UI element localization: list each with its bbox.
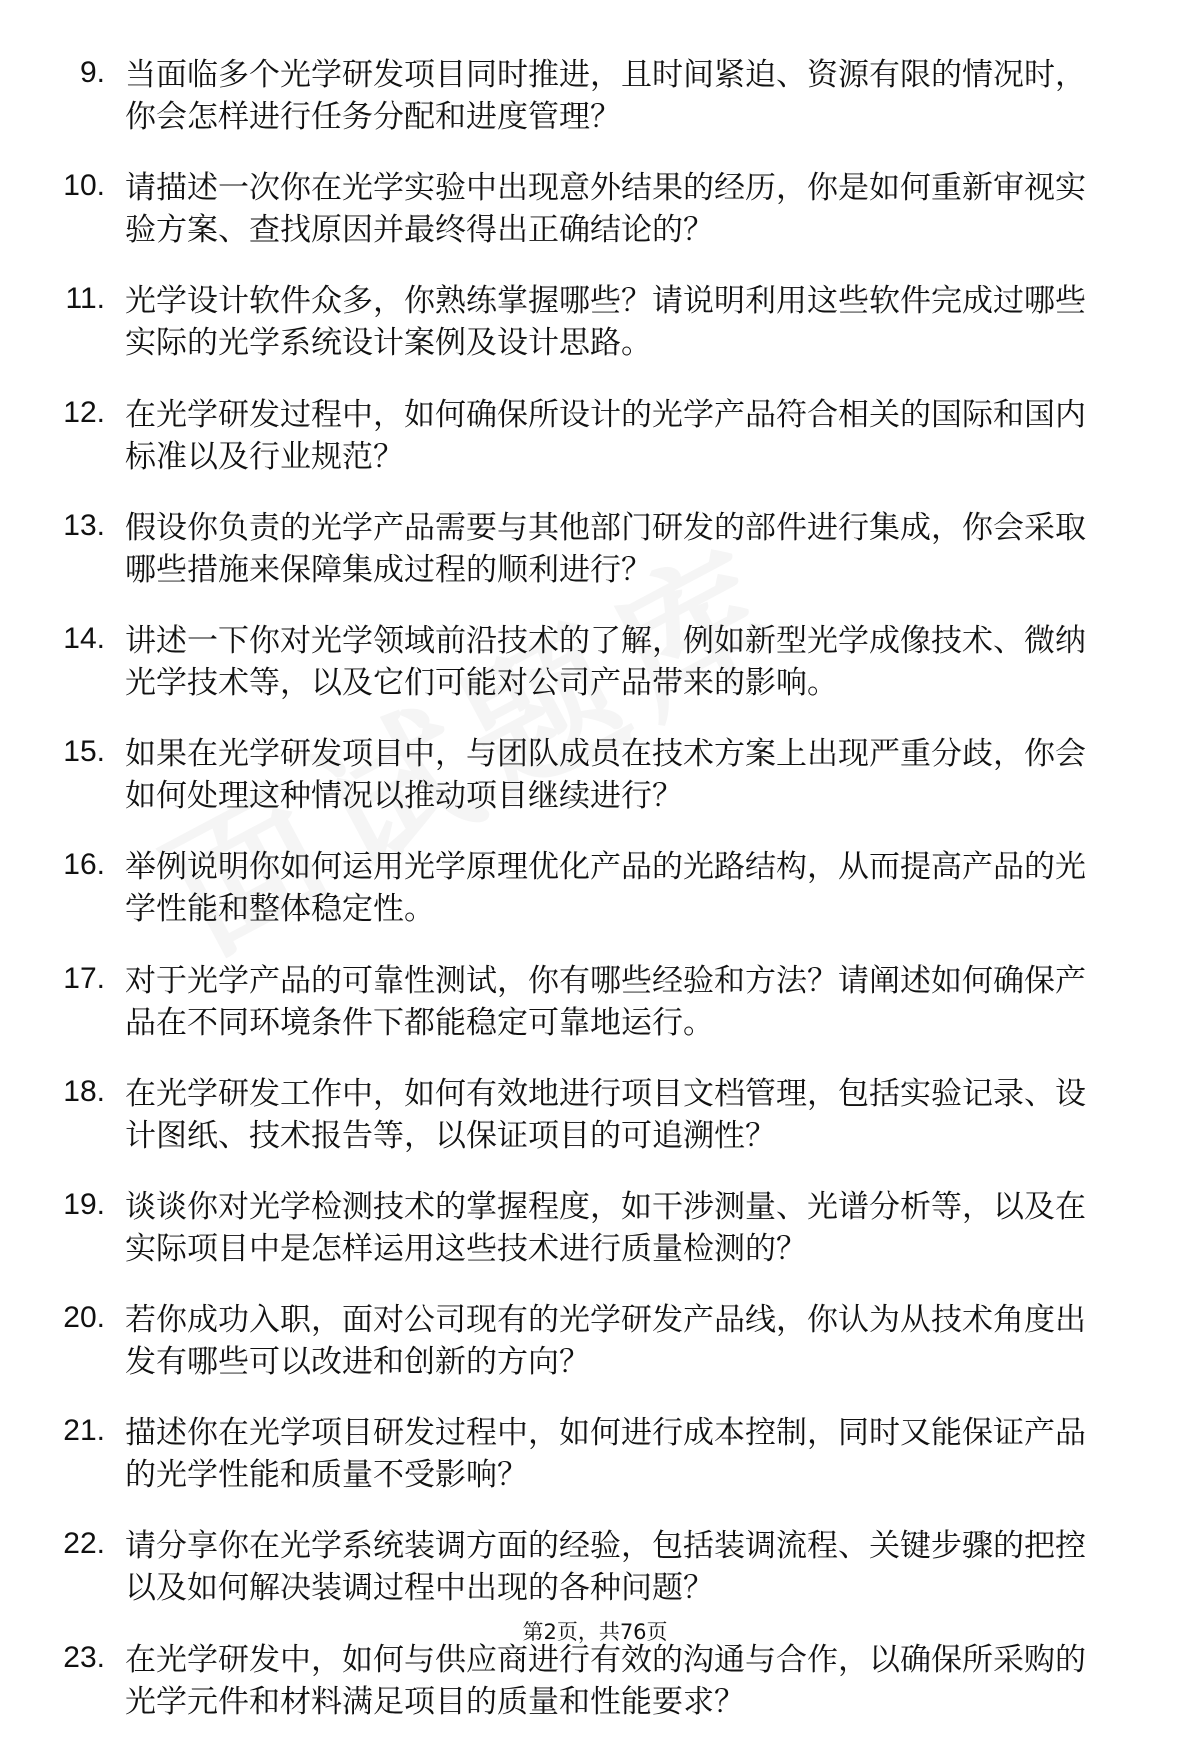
question-list <box>0 50 1190 1748</box>
question-item <box>0 616 1190 700</box>
question-number: 10. <box>63 169 105 203</box>
question-item <box>0 842 1190 926</box>
question-number: 19. <box>63 1187 105 1221</box>
question-number: 11. <box>65 282 105 316</box>
question-text: 光学设计软件众多，你熟练掌握哪些？请说明利用这些软件完成过哪些实际的光学系统设计案例及设计思路。 <box>125 283 1086 362</box>
question-number: 9. <box>79 56 105 89</box>
question-item <box>0 1635 1190 1719</box>
question-text: 请描述一次你在光学实验中出现意外结果的经历，你是如何重新审视实验方案、查找原因并最终得出正确结论的？ <box>125 170 1086 249</box>
question-number: 13. <box>63 508 105 542</box>
question-item <box>0 1182 1190 1266</box>
question-item <box>0 1521 1190 1605</box>
question-number: 12. <box>63 395 105 429</box>
question-item <box>0 956 1190 1040</box>
question-text: 在光学研发工作中，如何有效地进行项目文档管理，包括实验记录、设计图纸、技术报告等，以保证项目的可追溯性？ <box>125 1075 1086 1154</box>
question-item <box>0 503 1190 587</box>
question-item <box>0 276 1190 360</box>
question-text: 对于光学产品的可靠性测试，你有哪些经验和方法？请阐述如何确保产品在不同环境条件下都能稳定可靠地运行。 <box>125 962 1086 1041</box>
question-text: 假设你负责的光学产品需要与其他部门研发的部件进行集成，你会采取哪些措施来保障集成过程的顺利进行？ <box>125 509 1086 588</box>
question-text: 在光学研发中，如何与供应商进行有效的沟通与合作，以确保所采购的光学元件和材料满足项目的质量和性能要求？ <box>125 1641 1086 1720</box>
question-number: 18. <box>63 1074 105 1108</box>
question-number: 21. <box>63 1414 105 1448</box>
question-item <box>0 1069 1190 1153</box>
question-text: 谈谈你对光学检测技术的掌握程度，如干涉测量、光谱分析等，以及在实际项目中是怎样运用这些技术进行质量检测的？ <box>125 1188 1086 1267</box>
question-item <box>0 1295 1190 1379</box>
question-text: 若你成功入职，面对公司现有的光学研发产品线，你认为从技术角度出发有哪些可以改进和创新的方向？ <box>125 1302 1086 1381</box>
question-item <box>0 390 1190 474</box>
question-text: 如果在光学研发项目中，与团队成员在技术方案上出现严重分歧，你会如何处理这种情况以推动项目继续进行？ <box>125 736 1086 815</box>
question-item <box>0 1408 1190 1492</box>
question-item <box>0 729 1190 813</box>
question-number: 14. <box>63 621 105 655</box>
page-number-footer: 第2页，共76页 <box>522 1620 668 1644</box>
question-number: 22. <box>63 1527 105 1561</box>
question-text: 举例说明你如何运用光学原理优化产品的光路结构，从而提高产品的光学性能和整体稳定性。 <box>125 849 1086 928</box>
question-number: 16. <box>63 848 105 882</box>
question-item <box>0 50 1190 134</box>
question-number: 20. <box>63 1301 105 1335</box>
question-text: 请分享你在光学系统装调方面的经验，包括装调流程、关键步骤的把控以及如何解决装调过程中出现的各种问题？ <box>125 1528 1086 1607</box>
question-text: 在光学研发过程中，如何确保所设计的光学产品符合相关的国际和国内标准以及行业规范？ <box>125 396 1086 475</box>
question-text: 当面临多个光学研发项目同时推进，且时间紧迫、资源有限的情况时，你会怎样进行任务分配和进度管理？ <box>125 57 1086 135</box>
question-number: 23. <box>63 1640 105 1674</box>
question-number: 17. <box>63 961 105 995</box>
question-item <box>0 163 1190 247</box>
question-number: 15. <box>63 735 105 769</box>
question-text: 讲述一下你对光学领域前沿技术的了解，例如新型光学成像技术、微纳光学技术等，以及它们可能对公司产品带来的影响。 <box>125 622 1086 701</box>
question-text: 描述你在光学项目研发过程中，如何进行成本控制，同时又能保证产品的光学性能和质量不受影响？ <box>125 1415 1086 1494</box>
